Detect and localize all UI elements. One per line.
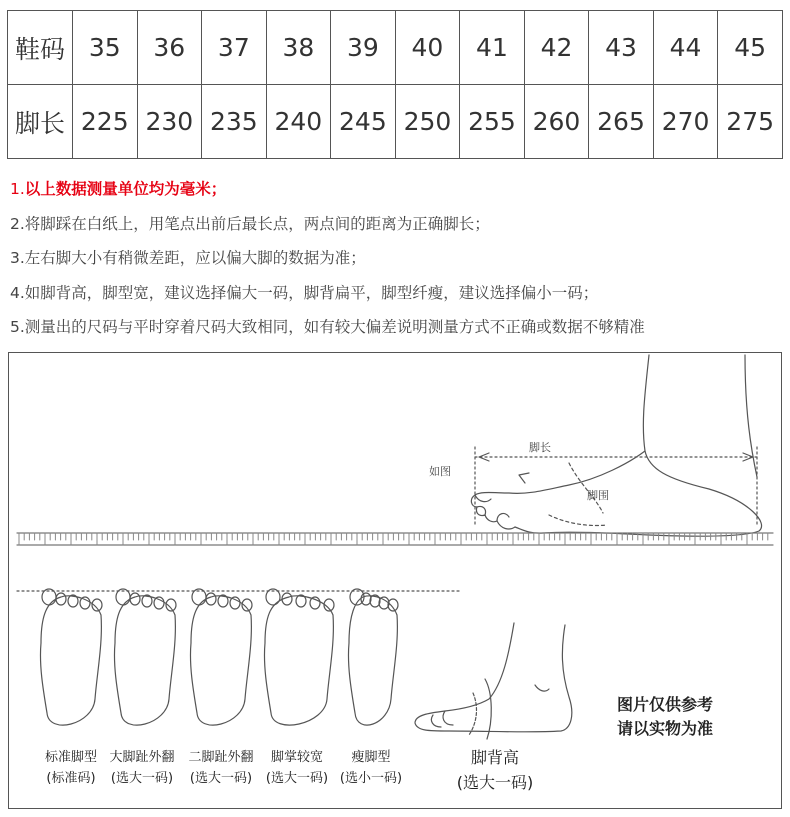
sole-outline [190, 589, 252, 725]
disclaimer-line-1: 图片仅供参考 [617, 695, 714, 714]
foot-type-standard [39, 747, 103, 789]
toe [379, 597, 389, 609]
table-cell: 35 [73, 11, 138, 85]
circumference-label: 脚围 [587, 489, 609, 502]
toe [80, 597, 90, 609]
note-foot-shape: 4.如脚背高，脚型宽，建议选择偏大一码，脚背扁平，脚型纤瘦，建议选择偏小一码； [10, 283, 599, 302]
foot-type-name: 二脚趾外翻 [188, 750, 254, 765]
table-cell: 240 [266, 85, 331, 159]
foot-type-name: 瘦脚型 [351, 750, 391, 765]
table-cell: 235 [202, 85, 267, 159]
instep-advice: (选大一码) [456, 773, 534, 792]
sole-outlines [40, 589, 398, 725]
note-unit-text: 以上数据测量单位均为毫米； [24, 180, 227, 198]
foot-drawings [9, 353, 783, 810]
toe [230, 597, 240, 609]
table-cell: 42 [524, 11, 589, 85]
foot-type-name: 脚掌较宽 [270, 750, 323, 765]
toe [218, 595, 228, 607]
table-cell: 270 [653, 85, 718, 159]
foot-type-advice: (标准码) [46, 771, 96, 786]
disclaimer-line-2: 请以实物为准 [617, 719, 714, 738]
measurement-notes [10, 172, 780, 345]
size-chart-table [7, 10, 783, 159]
sole-outline [40, 589, 102, 725]
toe [296, 595, 306, 607]
toe [56, 593, 66, 605]
note-unit [10, 172, 780, 207]
table-cell: 230 [137, 85, 202, 159]
table-cell: 265 [589, 85, 654, 159]
table-row [8, 11, 783, 85]
foot-type-advice: (选大一码) [189, 771, 253, 786]
row-header: 脚长 [8, 85, 73, 159]
table-cell: 36 [137, 11, 202, 85]
note-number: 1. [10, 180, 25, 198]
table-cell: 260 [524, 85, 589, 159]
note-measure-method: 2.将脚踩在白纸上，用笔点出前后最长点，两点间的距离为正确脚长； [10, 214, 490, 233]
sole-outline [264, 589, 334, 725]
table-cell: 40 [395, 11, 460, 85]
table-cell: 275 [718, 85, 783, 159]
foot-type-wide [261, 747, 333, 789]
instep-caption [447, 745, 543, 795]
note-deviation: 5.测量出的尺码与平时穿着尺码大致相同，如有较大偏差说明测量方式不正确或数据不够精准 [10, 318, 645, 336]
table-cell: 44 [653, 11, 718, 85]
instep-name: 脚背高 [470, 748, 519, 767]
foot-type-name: 大脚趾外翻 [109, 750, 175, 765]
table-row [8, 85, 783, 159]
foot-type-name: 标准脚型 [44, 750, 97, 765]
length-label: 脚长 [529, 441, 551, 454]
table-cell: 255 [460, 85, 525, 159]
toe [68, 595, 78, 607]
toe [206, 593, 216, 605]
note-left-right: 3.左右脚大小有稍微差距，应以偏大脚的数据为准； [10, 249, 366, 267]
measurement-illustration [8, 352, 782, 809]
row-header: 鞋码 [8, 11, 73, 85]
toe [130, 593, 140, 605]
sole-outline [114, 589, 176, 725]
toe [154, 597, 164, 609]
toe [388, 599, 398, 611]
side-foot-drawing [471, 355, 761, 536]
foot-type-bunion [105, 747, 179, 789]
table-cell: 245 [331, 85, 396, 159]
foot-type-advice: (选大一码) [110, 771, 174, 786]
disclaimer [617, 693, 713, 741]
foot-type-advice: (选小一码) [339, 771, 403, 786]
as-shown-label: 如图 [429, 465, 451, 478]
table-cell: 43 [589, 11, 654, 85]
toe [142, 595, 152, 607]
table-cell: 37 [202, 11, 267, 85]
table-cell: 225 [73, 85, 138, 159]
length-measure-marks [475, 447, 757, 527]
toe [361, 593, 371, 605]
sole-outline [348, 589, 398, 725]
table-cell: 41 [460, 11, 525, 85]
foot-type-slim [335, 747, 407, 789]
table-cell: 39 [331, 11, 396, 85]
foot-type-second-toe [183, 747, 259, 789]
instep-foot-drawing [415, 623, 572, 739]
table-cell: 250 [395, 85, 460, 159]
table-cell: 45 [718, 11, 783, 85]
foot-type-advice: (选大一码) [265, 771, 329, 786]
table-cell: 38 [266, 11, 331, 85]
